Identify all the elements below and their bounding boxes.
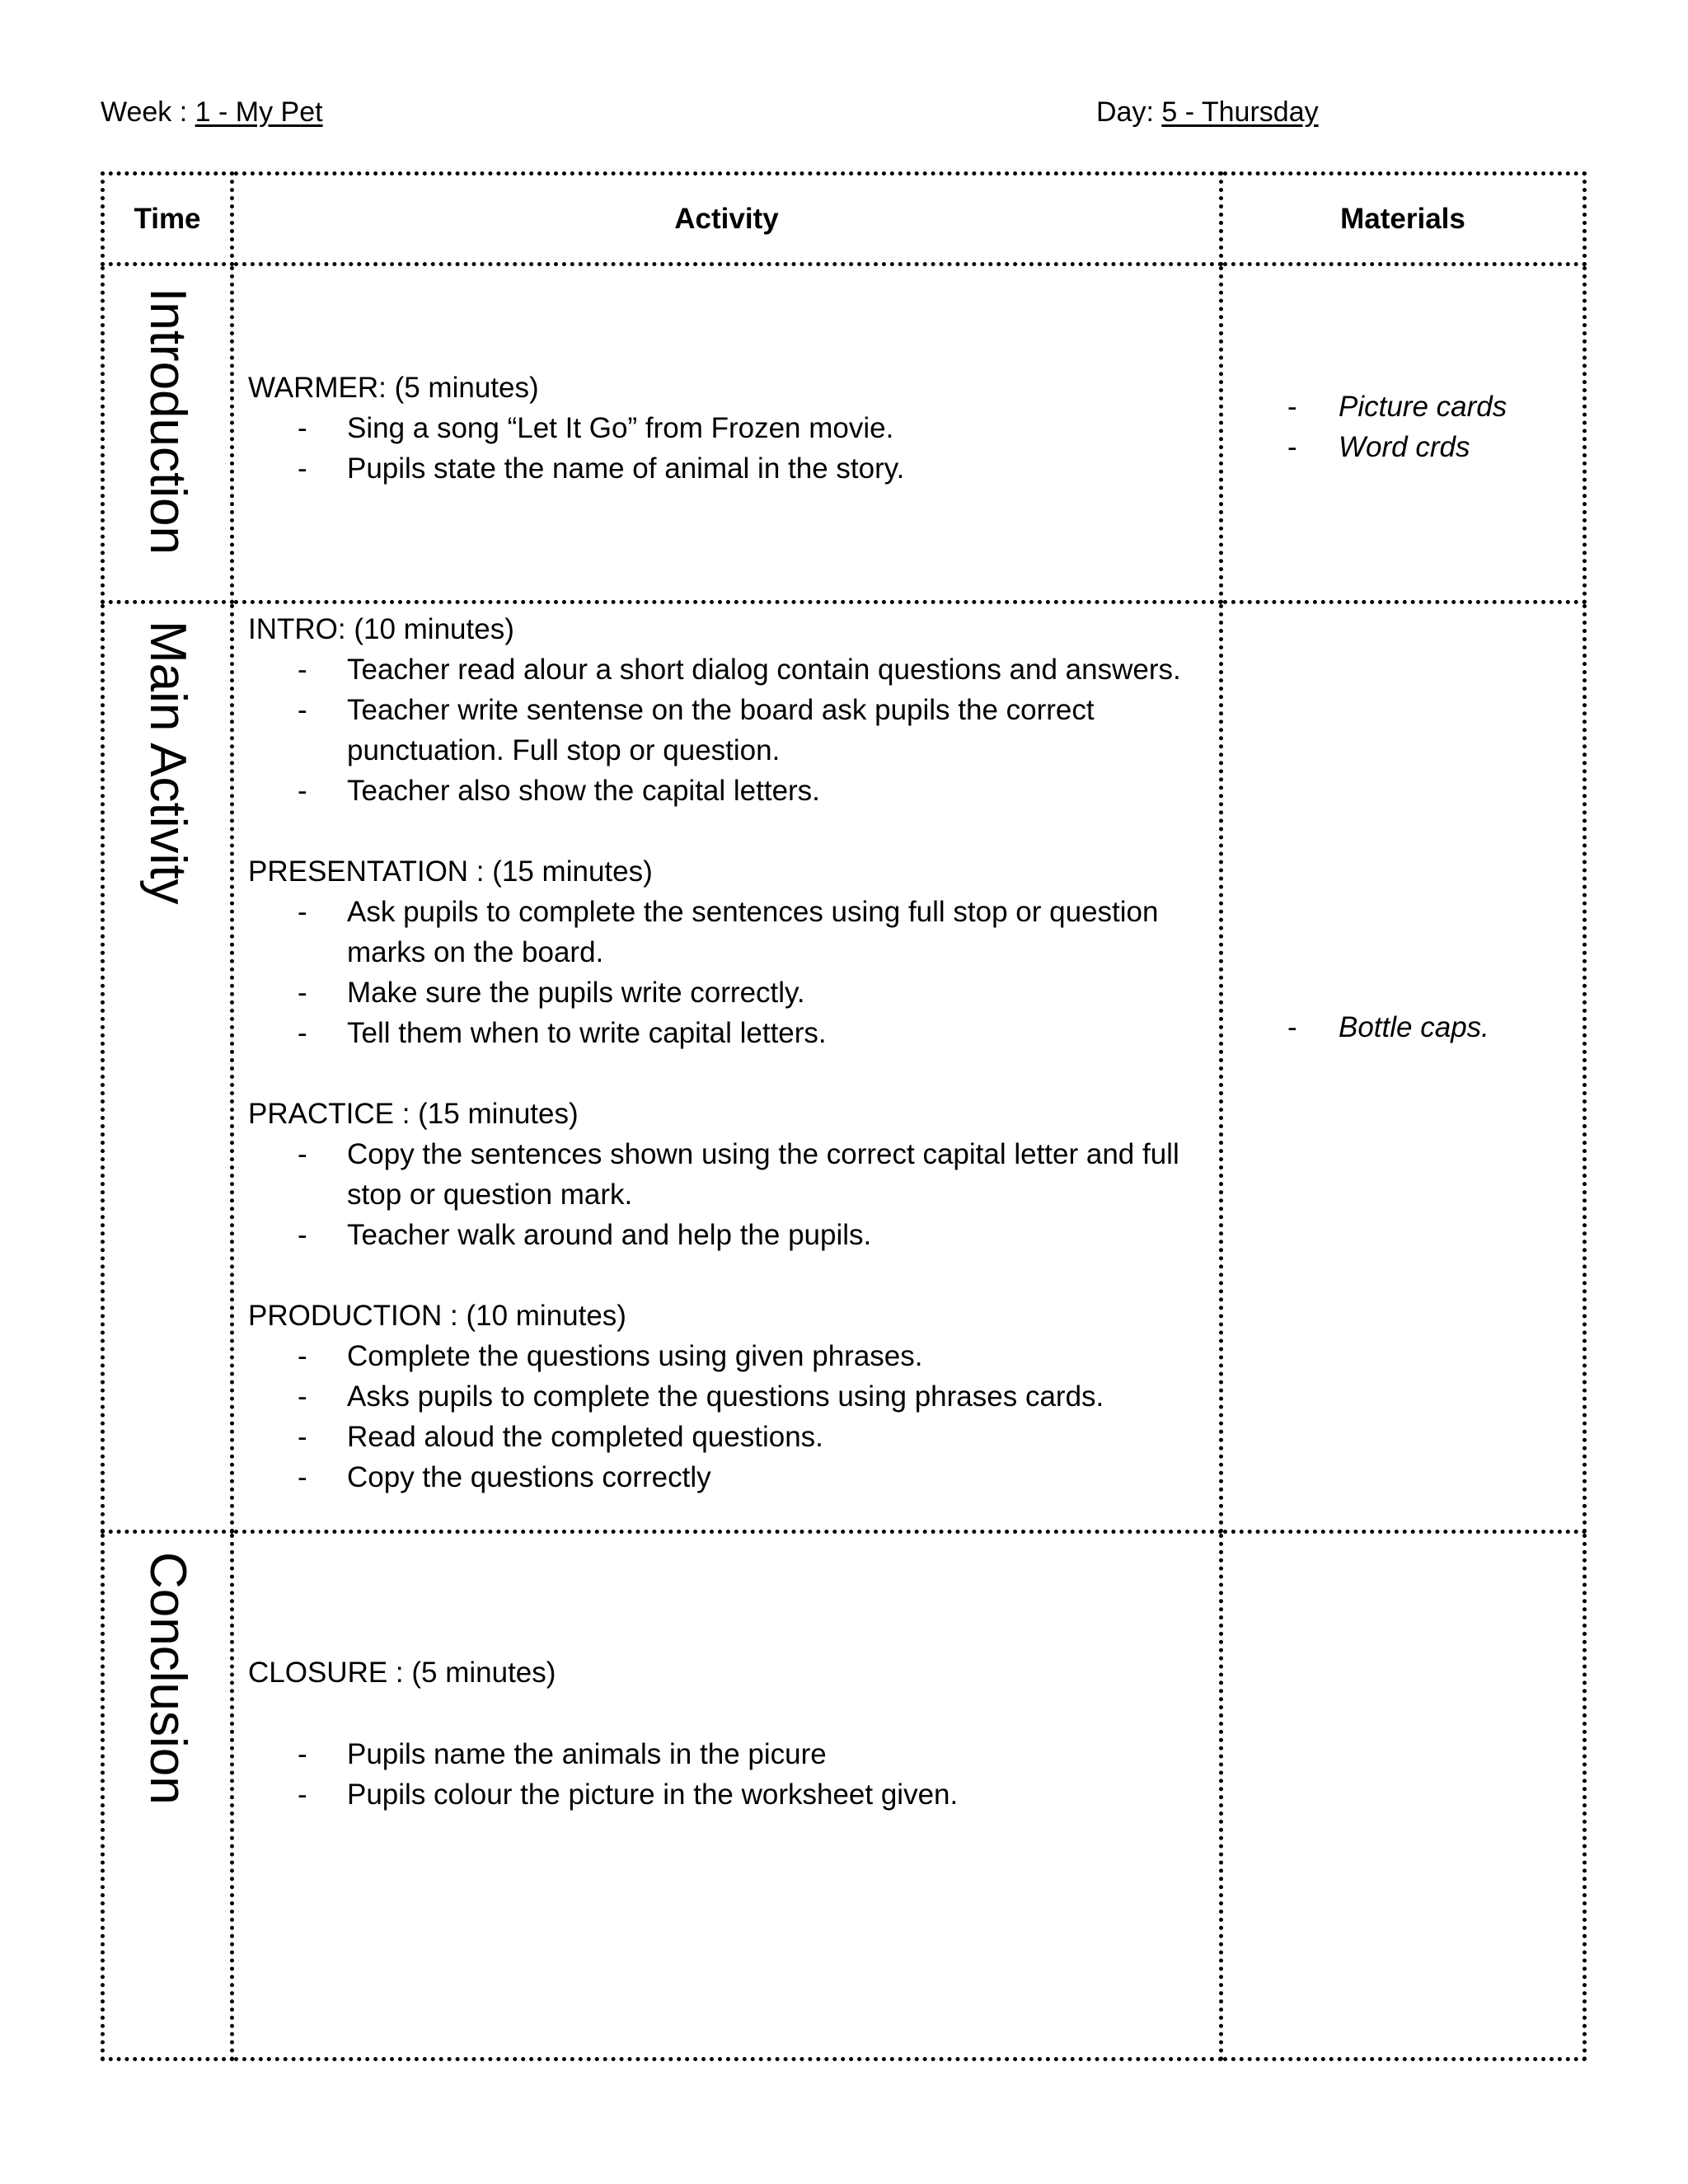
list-item: - Teacher read alour a short dialog contain questions and answers. [248, 649, 1219, 690]
header-materials: Materials [1221, 174, 1585, 265]
list-item: - Asks pupils to complete the questions using phrases cards. [248, 1376, 1219, 1417]
closure-list [248, 1734, 1219, 1815]
dash-mark: - [298, 1340, 307, 1372]
practice-list [248, 1134, 1219, 1255]
week-info [101, 96, 323, 129]
main-activity-time-cell [103, 602, 232, 1532]
dash-mark: - [298, 1017, 307, 1049]
day-value: 5 - Thursday [1161, 96, 1319, 128]
dash-mark: - [1287, 390, 1297, 423]
main-activity-cell [232, 602, 1221, 1532]
closure-title: CLOSURE : (5 minutes) [248, 1657, 556, 1689]
dash-mark: - [298, 1779, 307, 1811]
list-item: - Complete the questions using given phrases. [248, 1336, 1219, 1376]
introduction-label: Introduction [139, 288, 196, 555]
list-item: - Teacher also show the capital letters. [248, 771, 1219, 811]
production-list [248, 1336, 1219, 1497]
table-header-row [103, 174, 1585, 265]
list-item: - Tell them when to write capital letters. [248, 1013, 1219, 1053]
dash-mark: - [298, 1421, 307, 1453]
conclusion-label: Conclusion [139, 1552, 196, 1805]
dash-mark: - [1287, 430, 1297, 463]
dash-mark: - [298, 412, 307, 444]
list-item: - Read aloud the completed questions. [248, 1417, 1219, 1457]
dash-mark: - [298, 1738, 307, 1770]
conclusion-time-cell [103, 1532, 232, 2060]
dash-mark: - [298, 1380, 307, 1413]
dash-mark: - [298, 977, 307, 1009]
header-activity: Activity [232, 174, 1221, 265]
conclusion-materials-cell [1221, 1532, 1585, 2060]
day-label: Day: [1096, 96, 1162, 128]
dash-mark: - [298, 1219, 307, 1251]
list-item: - Pupils colour the picture in the worksheet given. [248, 1774, 1219, 1815]
main-activity-row [103, 602, 1585, 1532]
main-activity-materials-cell [1221, 602, 1585, 1532]
introduction-materials-cell [1221, 265, 1585, 602]
introduction-materials-list [1223, 387, 1582, 467]
intro-list [248, 649, 1219, 811]
introduction-time-cell [103, 265, 232, 602]
week-label: Week : [101, 96, 195, 128]
practice-title: PRACTICE : (15 minutes) [248, 1098, 579, 1130]
list-item: - Ask pupils to complete the sentences using full stop or question marks on the board. [248, 892, 1219, 972]
dash-mark: - [298, 654, 307, 686]
conclusion-row [103, 1532, 1585, 2060]
list-item: - Teacher walk around and help the pupils. [248, 1215, 1219, 1255]
day-info [1096, 96, 1319, 129]
introduction-row [103, 265, 1585, 602]
list-item: - Teacher write sentense on the board ask pupils the correct punctuation. Full stop or question. [248, 690, 1219, 771]
dash-mark: - [298, 1461, 307, 1493]
header-time: Time [103, 174, 232, 265]
list-item: - Make sure the pupils write correctly. [248, 972, 1219, 1013]
week-value: 1 - My Pet [195, 96, 323, 128]
dash-mark: - [298, 896, 307, 928]
list-item: - Picture cards [1223, 387, 1582, 427]
dash-mark: - [298, 452, 307, 485]
main-activity-label: Main Activity [139, 621, 196, 905]
warmer-title: WARMER: (5 minutes) [248, 372, 539, 404]
production-title: PRODUCTION : (10 minutes) [248, 1300, 626, 1332]
presentation-title: PRESENTATION : (15 minutes) [248, 855, 653, 888]
main-activity-materials-list [1223, 1007, 1582, 1047]
introduction-activity-cell [232, 265, 1221, 602]
list-item: - Copy the questions correctly [248, 1457, 1219, 1497]
list-item: - Copy the sentences shown using the correct capital letter and full stop or question mark. [248, 1134, 1219, 1215]
list-item: - Sing a song “Let It Go” from Frozen movie. [248, 408, 1219, 448]
list-item: - Pupils state the name of animal in the story. [248, 448, 1219, 489]
dash-mark: - [1287, 1011, 1297, 1043]
presentation-list [248, 892, 1219, 1053]
dash-mark: - [298, 1138, 307, 1170]
dash-mark: - [298, 694, 307, 726]
intro-title: INTRO: (10 minutes) [248, 613, 514, 645]
list-item: - Bottle caps. [1223, 1007, 1582, 1047]
lesson-plan-table [101, 171, 1587, 2061]
list-item: - Word crds [1223, 427, 1582, 467]
conclusion-activity-cell [232, 1532, 1221, 2060]
dash-mark: - [298, 775, 307, 807]
list-item: - Pupils name the animals in the picure [248, 1734, 1219, 1774]
warmer-list [248, 408, 1219, 489]
